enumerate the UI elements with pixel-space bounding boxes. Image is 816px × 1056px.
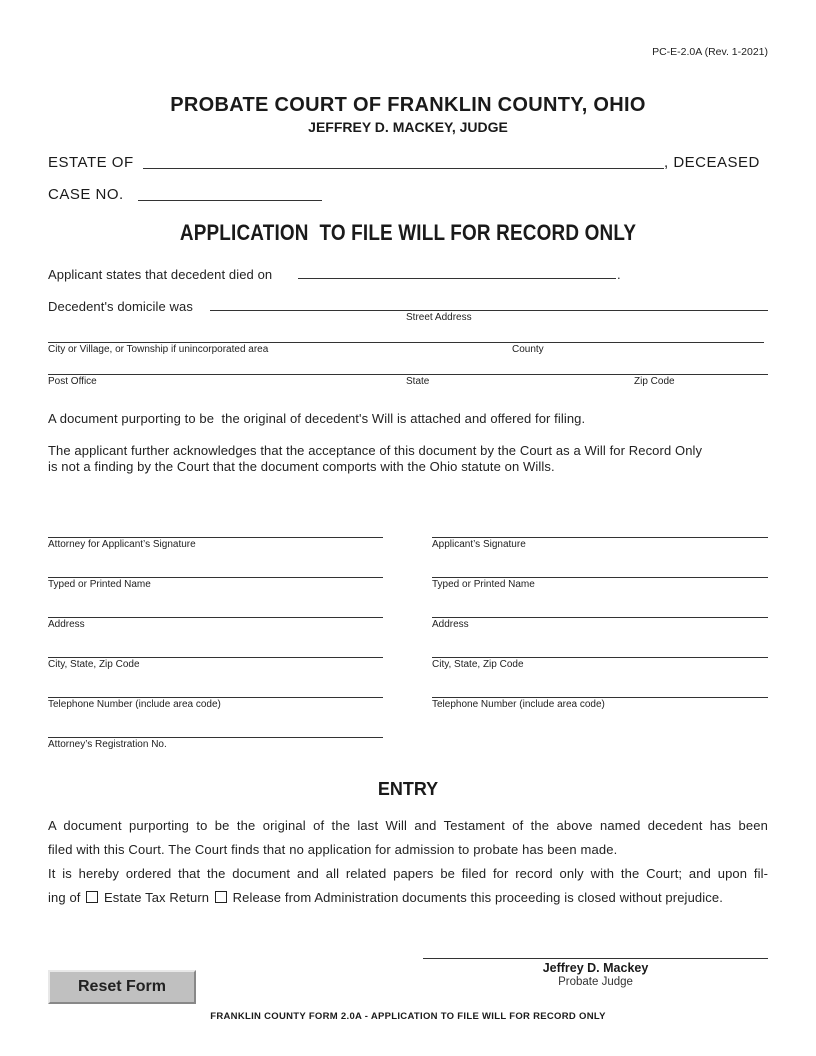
footer-form-title: FRANKLIN COUNTY FORM 2.0A - APPLICATION TO FILE WILL FOR RECORD ONLY bbox=[210, 1011, 606, 1022]
applicant-signature-line bbox=[432, 537, 768, 538]
acknowledge-statement-line1: The applicant further acknowledges that the acceptance of this document by the Court as a Will for Record Only bbox=[48, 443, 703, 458]
release-from-administration-label: Release from Administration documents this proceeding is closed without prejudice. bbox=[232, 890, 723, 905]
applicant-phone-caption: Telephone Number (include area code) bbox=[432, 699, 605, 710]
release-from-administration-checkbox[interactable] bbox=[215, 891, 227, 903]
applicant-address-input[interactable] bbox=[434, 601, 768, 616]
applicant-phone-input[interactable] bbox=[434, 681, 768, 696]
reset-form-button[interactable]: Reset Form bbox=[48, 970, 196, 1004]
attorney-city-line bbox=[48, 657, 383, 658]
death-date-line bbox=[298, 278, 616, 279]
post-office-line bbox=[48, 374, 768, 375]
applicant-phone-line bbox=[432, 697, 768, 698]
applicant-city-input[interactable] bbox=[434, 641, 768, 656]
attorney-phone-caption: Telephone Number (include area code) bbox=[48, 699, 221, 710]
entry-line-4 bbox=[48, 890, 768, 905]
case-no-line bbox=[138, 200, 322, 201]
attached-statement: A document purporting to be the original of decedent's Will is attached and offered for filing. bbox=[48, 411, 586, 426]
case-no-input[interactable] bbox=[140, 184, 324, 199]
street-address-line bbox=[210, 310, 768, 311]
city-caption: City or Village, or Township if unincorporated area bbox=[48, 344, 269, 355]
attorney-name-line bbox=[48, 577, 383, 578]
acknowledge-statement-line2: is not a finding by the Court that the document comports with the Ohio statute on Wills. bbox=[48, 459, 555, 474]
judge-name: Jeffrey D. Mackey bbox=[542, 961, 649, 975]
attorney-registration-line bbox=[48, 737, 383, 738]
entry-line-4-prefix: ing of bbox=[48, 890, 81, 905]
applicant-city-line bbox=[432, 657, 768, 658]
street-address-input[interactable] bbox=[212, 295, 770, 309]
attorney-address-caption: Address bbox=[48, 619, 85, 630]
estate-name-input[interactable] bbox=[145, 152, 666, 167]
form-title: APPLICATION TO FILE WILL FOR RECORD ONLY bbox=[179, 220, 637, 245]
post-office-input[interactable] bbox=[50, 359, 394, 373]
entry-line-2: filed with this Court. The Court finds that no application for admission to probate has been made. bbox=[48, 842, 618, 857]
attorney-address-line bbox=[48, 617, 383, 618]
death-date-period: . bbox=[617, 267, 621, 282]
applicant-city-caption: City, State, Zip Code bbox=[432, 659, 524, 670]
applicant-address-caption: Address bbox=[432, 619, 469, 630]
applicant-address-line bbox=[432, 617, 768, 618]
entry-heading: ENTRY bbox=[377, 779, 439, 799]
attorney-registration-input[interactable] bbox=[50, 721, 384, 736]
zip-code-caption: Zip Code bbox=[634, 376, 675, 387]
domicile-label: Decedent's domicile was bbox=[48, 299, 193, 314]
city-county-line bbox=[48, 342, 764, 343]
street-address-caption: Street Address bbox=[406, 312, 472, 323]
attorney-name-input[interactable] bbox=[50, 561, 384, 576]
post-office-caption: Post Office bbox=[48, 376, 97, 387]
estate-label: ESTATE OF bbox=[48, 154, 134, 171]
applicant-name-caption: Typed or Printed Name bbox=[432, 579, 535, 590]
attorney-city-input[interactable] bbox=[50, 641, 384, 656]
attorney-phone-input[interactable] bbox=[50, 681, 384, 696]
entry-line-1: A document purporting to be the original of the last Will and Testament of the above named decedent has been bbox=[48, 818, 768, 833]
state-caption: State bbox=[406, 376, 430, 387]
court-title: PROBATE COURT OF FRANKLIN COUNTY, OHIO bbox=[170, 94, 646, 116]
applicant-signature-input[interactable] bbox=[434, 521, 768, 536]
attorney-name-caption: Typed or Printed Name bbox=[48, 579, 151, 590]
deceased-label: , DECEASED bbox=[664, 154, 760, 171]
county-caption: County bbox=[512, 344, 544, 355]
entry-line-3: It is hereby ordered that the document and all related papers be filed for record only with the Court; and upon fil- bbox=[48, 866, 768, 881]
case-no-label: CASE NO. bbox=[48, 186, 124, 203]
attorney-registration-caption: Attorney’s Registration No. bbox=[48, 739, 167, 750]
city-input[interactable] bbox=[50, 327, 494, 341]
judge-title: Probate Judge bbox=[558, 976, 633, 988]
estate-line bbox=[143, 168, 664, 169]
estate-tax-return-label: Estate Tax Return bbox=[104, 890, 210, 905]
state-input[interactable] bbox=[406, 359, 620, 373]
applicant-name-line bbox=[432, 577, 768, 578]
zip-code-input[interactable] bbox=[634, 359, 768, 373]
death-date-input[interactable] bbox=[300, 263, 618, 277]
estate-tax-return-checkbox[interactable] bbox=[86, 891, 98, 903]
judge-subtitle: JEFFREY D. MACKEY, JUDGE bbox=[308, 119, 508, 135]
attorney-signature-input[interactable] bbox=[50, 521, 384, 536]
attorney-signature-line bbox=[48, 537, 383, 538]
attorney-phone-line bbox=[48, 697, 383, 698]
attorney-signature-caption: Attorney for Applicant’s Signature bbox=[48, 539, 196, 550]
applicant-signature-caption: Applicant’s Signature bbox=[432, 539, 526, 550]
county-input[interactable] bbox=[510, 327, 764, 341]
attorney-city-caption: City, State, Zip Code bbox=[48, 659, 140, 670]
applicant-name-input[interactable] bbox=[434, 561, 768, 576]
death-date-label: Applicant states that decedent died on bbox=[48, 267, 273, 282]
judge-signature-line bbox=[423, 958, 768, 959]
attorney-address-input[interactable] bbox=[50, 601, 384, 616]
form-code: PC-E-2.0A (Rev. 1-2021) bbox=[652, 46, 768, 58]
